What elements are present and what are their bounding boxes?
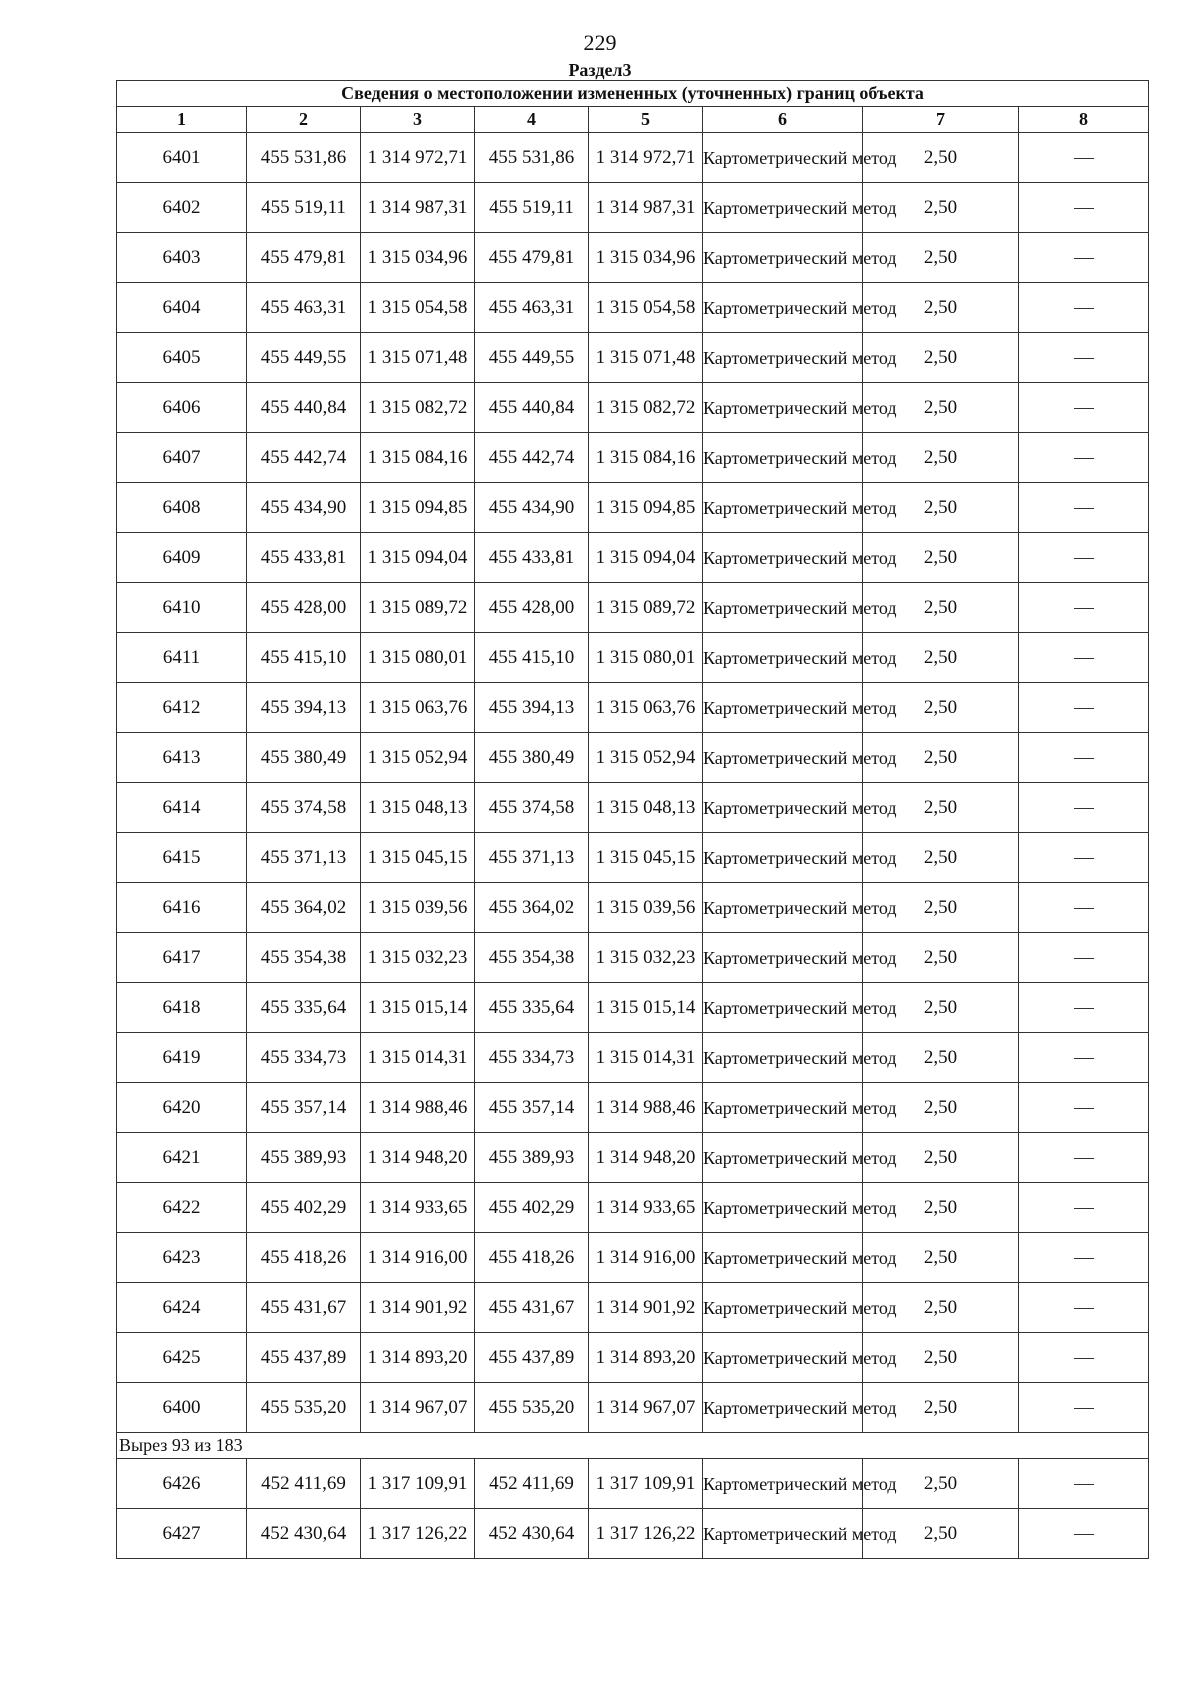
cell-accuracy: 2,50 — [863, 433, 1019, 483]
cell-old-y: 1 315 082,72 — [361, 383, 475, 433]
cell-method: Картометрический метод — [703, 1083, 863, 1133]
cell-point-number: 6401 — [117, 133, 247, 183]
table-row — [117, 733, 1149, 783]
cell-new-x: 455 431,67 — [475, 1283, 589, 1333]
cell-new-y: 1 314 916,00 — [589, 1233, 703, 1283]
dash-mark — [1074, 158, 1094, 159]
cell-accuracy: 2,50 — [863, 1233, 1019, 1283]
cell-point-number: 6418 — [117, 983, 247, 1033]
cell-accuracy: 2,50 — [863, 283, 1019, 333]
cell-accuracy: 2,50 — [863, 1183, 1019, 1233]
cell-new-y: 1 315 032,23 — [589, 933, 703, 983]
cell-point-number: 6422 — [117, 1183, 247, 1233]
cell-old-y: 1 317 126,22 — [361, 1509, 475, 1559]
cell-description — [1019, 983, 1149, 1033]
dash-mark — [1074, 658, 1094, 659]
cell-description — [1019, 533, 1149, 583]
cell-description — [1019, 1133, 1149, 1183]
table-row — [117, 483, 1149, 533]
table-row — [117, 383, 1149, 433]
cell-point-number: 6407 — [117, 433, 247, 483]
table-row — [117, 533, 1149, 583]
dash-mark — [1074, 1358, 1094, 1359]
cell-old-y: 1 314 948,20 — [361, 1133, 475, 1183]
cell-accuracy: 2,50 — [863, 383, 1019, 433]
table-row — [117, 1459, 1149, 1509]
dash-mark — [1074, 958, 1094, 959]
cell-description — [1019, 783, 1149, 833]
cell-old-x: 455 354,38 — [247, 933, 361, 983]
cell-method: Картометрический метод — [703, 233, 863, 283]
cell-old-y: 1 314 987,31 — [361, 183, 475, 233]
column-header: 4 — [475, 107, 589, 133]
cell-method: Картометрический метод — [703, 383, 863, 433]
cell-old-x: 455 428,00 — [247, 583, 361, 633]
cell-old-y: 1 314 916,00 — [361, 1233, 475, 1283]
cell-new-x: 455 463,31 — [475, 283, 589, 333]
cell-point-number: 6415 — [117, 833, 247, 883]
dash-mark — [1074, 1108, 1094, 1109]
dash-mark — [1074, 558, 1094, 559]
cell-accuracy: 2,50 — [863, 683, 1019, 733]
cell-method: Картометрический метод — [703, 483, 863, 533]
cell-old-y: 1 315 094,04 — [361, 533, 475, 583]
cell-old-x: 455 434,90 — [247, 483, 361, 533]
cell-old-x: 455 463,31 — [247, 283, 361, 333]
table-row — [117, 1333, 1149, 1383]
cell-new-x: 455 449,55 — [475, 333, 589, 383]
cell-accuracy: 2,50 — [863, 783, 1019, 833]
cell-point-number: 6421 — [117, 1133, 247, 1183]
cell-new-y: 1 314 988,46 — [589, 1083, 703, 1133]
cell-old-x: 455 335,64 — [247, 983, 361, 1033]
cell-old-y: 1 314 893,20 — [361, 1333, 475, 1383]
cell-point-number: 6419 — [117, 1033, 247, 1083]
cell-old-y: 1 315 089,72 — [361, 583, 475, 633]
cell-new-x: 455 374,58 — [475, 783, 589, 833]
cell-new-y: 1 314 967,07 — [589, 1383, 703, 1433]
cell-description — [1019, 433, 1149, 483]
cell-method: Картометрический метод — [703, 1233, 863, 1283]
table-row — [117, 683, 1149, 733]
cell-new-x: 455 371,13 — [475, 833, 589, 883]
cell-description — [1019, 283, 1149, 333]
cell-point-number: 6409 — [117, 533, 247, 583]
cell-old-x: 455 479,81 — [247, 233, 361, 283]
cell-method: Картометрический метод — [703, 183, 863, 233]
cell-old-x: 455 389,93 — [247, 1133, 361, 1183]
cell-old-y: 1 315 080,01 — [361, 633, 475, 683]
cell-new-x: 455 354,38 — [475, 933, 589, 983]
cell-new-y: 1 314 893,20 — [589, 1333, 703, 1383]
table-caption-row — [117, 81, 1149, 107]
cell-accuracy: 2,50 — [863, 1033, 1019, 1083]
cell-new-x: 455 433,81 — [475, 533, 589, 583]
cell-point-number: 6426 — [117, 1459, 247, 1509]
cell-old-y: 1 315 094,85 — [361, 483, 475, 533]
cell-new-x: 455 415,10 — [475, 633, 589, 683]
cell-old-x: 452 411,69 — [247, 1459, 361, 1509]
table-row — [117, 433, 1149, 483]
table-row — [117, 583, 1149, 633]
dash-mark — [1074, 1534, 1094, 1535]
column-header-row — [117, 107, 1149, 133]
cell-accuracy: 2,50 — [863, 833, 1019, 883]
cell-new-y: 1 315 089,72 — [589, 583, 703, 633]
cell-new-x: 455 364,02 — [475, 883, 589, 933]
cell-method: Картометрический метод — [703, 883, 863, 933]
table-row — [117, 1183, 1149, 1233]
cell-new-y: 1 315 094,85 — [589, 483, 703, 533]
cell-description — [1019, 933, 1149, 983]
cell-accuracy: 2,50 — [863, 1083, 1019, 1133]
column-header: 3 — [361, 107, 475, 133]
cell-description — [1019, 583, 1149, 633]
cell-point-number: 6405 — [117, 333, 247, 383]
dash-mark — [1074, 908, 1094, 909]
cell-new-y: 1 314 972,71 — [589, 133, 703, 183]
cell-description — [1019, 1183, 1149, 1233]
cell-method: Картометрический метод — [703, 683, 863, 733]
cell-point-number: 6425 — [117, 1333, 247, 1383]
dash-mark — [1074, 1158, 1094, 1159]
cell-new-y: 1 314 901,92 — [589, 1283, 703, 1333]
table-row — [117, 783, 1149, 833]
table-row — [117, 333, 1149, 383]
dash-mark — [1074, 608, 1094, 609]
cell-description — [1019, 1283, 1149, 1333]
table-row — [117, 933, 1149, 983]
cell-old-x: 455 431,67 — [247, 1283, 361, 1333]
cell-new-x: 455 428,00 — [475, 583, 589, 633]
cell-method: Картометрический метод — [703, 1333, 863, 1383]
cell-point-number: 6404 — [117, 283, 247, 333]
cell-old-x: 455 535,20 — [247, 1383, 361, 1433]
cell-new-y: 1 315 063,76 — [589, 683, 703, 733]
dash-mark — [1074, 858, 1094, 859]
cell-accuracy: 2,50 — [863, 633, 1019, 683]
table-row — [117, 1383, 1149, 1433]
cell-old-y: 1 315 039,56 — [361, 883, 475, 933]
cell-old-x: 455 364,02 — [247, 883, 361, 933]
dash-mark — [1074, 1258, 1094, 1259]
cell-accuracy: 2,50 — [863, 233, 1019, 283]
cell-new-y: 1 314 987,31 — [589, 183, 703, 233]
cell-method: Картометрический метод — [703, 433, 863, 483]
cell-new-y: 1 315 034,96 — [589, 233, 703, 283]
column-header: 6 — [703, 107, 863, 133]
table-row — [117, 233, 1149, 283]
cell-old-y: 1 315 048,13 — [361, 783, 475, 833]
cell-description — [1019, 1383, 1149, 1433]
cell-old-y: 1 315 032,23 — [361, 933, 475, 983]
table-body — [117, 81, 1149, 1559]
cell-description — [1019, 1083, 1149, 1133]
cell-new-y: 1 315 084,16 — [589, 433, 703, 483]
cell-accuracy: 2,50 — [863, 333, 1019, 383]
cell-old-y: 1 315 063,76 — [361, 683, 475, 733]
coordinates-table — [116, 80, 1149, 1559]
column-header: 2 — [247, 107, 361, 133]
cell-accuracy: 2,50 — [863, 733, 1019, 783]
cell-description — [1019, 1233, 1149, 1283]
section-title: Раздел3 — [568, 60, 632, 80]
cell-old-x: 455 357,14 — [247, 1083, 361, 1133]
cell-new-x: 455 335,64 — [475, 983, 589, 1033]
cell-method: Картометрический метод — [703, 333, 863, 383]
table-row — [117, 633, 1149, 683]
cell-point-number: 6410 — [117, 583, 247, 633]
cell-new-x: 455 334,73 — [475, 1033, 589, 1083]
cell-new-y: 1 315 080,01 — [589, 633, 703, 683]
cell-point-number: 6413 — [117, 733, 247, 783]
cell-old-x: 455 374,58 — [247, 783, 361, 833]
cell-description — [1019, 483, 1149, 533]
cell-description — [1019, 833, 1149, 883]
cell-description — [1019, 883, 1149, 933]
cell-point-number: 6412 — [117, 683, 247, 733]
cell-accuracy: 2,50 — [863, 1283, 1019, 1333]
cell-new-x: 455 434,90 — [475, 483, 589, 533]
dash-mark — [1074, 1058, 1094, 1059]
cell-new-x: 455 418,26 — [475, 1233, 589, 1283]
cell-method: Картометрический метод — [703, 583, 863, 633]
cell-old-y: 1 315 052,94 — [361, 733, 475, 783]
table-row — [117, 1509, 1149, 1559]
cell-point-number: 6427 — [117, 1509, 247, 1559]
cell-method: Картометрический метод — [703, 1509, 863, 1559]
cell-new-x: 455 380,49 — [475, 733, 589, 783]
table-row — [117, 983, 1149, 1033]
cell-description — [1019, 183, 1149, 233]
cell-method: Картометрический метод — [703, 733, 863, 783]
column-header: 5 — [589, 107, 703, 133]
table-row — [117, 1283, 1149, 1333]
cell-accuracy: 2,50 — [863, 1459, 1019, 1509]
cell-method: Картометрический метод — [703, 933, 863, 983]
dash-mark — [1074, 358, 1094, 359]
dash-mark — [1074, 808, 1094, 809]
dash-mark — [1074, 758, 1094, 759]
cell-description — [1019, 333, 1149, 383]
cell-point-number: 6411 — [117, 633, 247, 683]
column-header: 1 — [117, 107, 247, 133]
cell-accuracy: 2,50 — [863, 483, 1019, 533]
cell-old-x: 452 430,64 — [247, 1509, 361, 1559]
cell-old-y: 1 315 045,15 — [361, 833, 475, 883]
cell-point-number: 6402 — [117, 183, 247, 233]
cell-old-y: 1 314 901,92 — [361, 1283, 475, 1333]
cell-old-x: 455 371,13 — [247, 833, 361, 883]
cell-accuracy: 2,50 — [863, 1333, 1019, 1383]
cell-method: Картометрический метод — [703, 1459, 863, 1509]
dash-mark — [1074, 708, 1094, 709]
cell-method: Картометрический метод — [703, 783, 863, 833]
cell-point-number: 6416 — [117, 883, 247, 933]
cell-accuracy: 2,50 — [863, 1509, 1019, 1559]
cell-old-y: 1 314 972,71 — [361, 133, 475, 183]
cell-method: Картометрический метод — [703, 983, 863, 1033]
cell-old-y: 1 315 014,31 — [361, 1033, 475, 1083]
cell-old-y: 1 314 967,07 — [361, 1383, 475, 1433]
cell-old-x: 455 380,49 — [247, 733, 361, 783]
cell-point-number: 6423 — [117, 1233, 247, 1283]
cell-old-y: 1 314 933,65 — [361, 1183, 475, 1233]
subsection-label: Вырез 93 из 183 — [117, 1433, 1149, 1459]
dash-mark — [1074, 408, 1094, 409]
cell-accuracy: 2,50 — [863, 533, 1019, 583]
cell-method: Картометрический метод — [703, 633, 863, 683]
cell-new-x: 455 394,13 — [475, 683, 589, 733]
cell-new-x: 455 437,89 — [475, 1333, 589, 1383]
cell-new-x: 452 411,69 — [475, 1459, 589, 1509]
cell-new-y: 1 315 094,04 — [589, 533, 703, 583]
cell-new-x: 455 531,86 — [475, 133, 589, 183]
cell-new-x: 455 535,20 — [475, 1383, 589, 1433]
cell-point-number: 6417 — [117, 933, 247, 983]
cell-old-y: 1 314 988,46 — [361, 1083, 475, 1133]
cell-old-y: 1 317 109,91 — [361, 1459, 475, 1509]
cell-old-x: 455 449,55 — [247, 333, 361, 383]
cell-accuracy: 2,50 — [863, 883, 1019, 933]
cell-method: Картометрический метод — [703, 833, 863, 883]
subsection-row — [117, 1433, 1149, 1459]
cell-accuracy: 2,50 — [863, 1133, 1019, 1183]
cell-new-x: 455 479,81 — [475, 233, 589, 283]
table-row — [117, 833, 1149, 883]
cell-new-y: 1 315 052,94 — [589, 733, 703, 783]
cell-old-x: 455 519,11 — [247, 183, 361, 233]
cell-new-y: 1 317 126,22 — [589, 1509, 703, 1559]
cell-new-y: 1 317 109,91 — [589, 1459, 703, 1509]
cell-old-x: 455 394,13 — [247, 683, 361, 733]
cell-new-y: 1 314 933,65 — [589, 1183, 703, 1233]
cell-description — [1019, 1509, 1149, 1559]
cell-old-y: 1 315 054,58 — [361, 283, 475, 333]
table-row — [117, 1083, 1149, 1133]
cell-new-y: 1 314 948,20 — [589, 1133, 703, 1183]
cell-new-x: 455 442,74 — [475, 433, 589, 483]
cell-new-x: 455 519,11 — [475, 183, 589, 233]
cell-accuracy: 2,50 — [863, 583, 1019, 633]
cell-method: Картометрический метод — [703, 1133, 863, 1183]
cell-new-y: 1 315 048,13 — [589, 783, 703, 833]
cell-old-x: 455 334,73 — [247, 1033, 361, 1083]
cell-point-number: 6400 — [117, 1383, 247, 1433]
cell-old-x: 455 440,84 — [247, 383, 361, 433]
cell-old-x: 455 437,89 — [247, 1333, 361, 1383]
table-row — [117, 1133, 1149, 1183]
dash-mark — [1074, 508, 1094, 509]
cell-new-y: 1 315 045,15 — [589, 833, 703, 883]
cell-old-y: 1 315 015,14 — [361, 983, 475, 1033]
cell-old-y: 1 315 034,96 — [361, 233, 475, 283]
table-row — [117, 283, 1149, 333]
cell-new-y: 1 315 039,56 — [589, 883, 703, 933]
cell-old-y: 1 315 084,16 — [361, 433, 475, 483]
cell-point-number: 6408 — [117, 483, 247, 533]
table-row — [117, 133, 1149, 183]
cell-old-y: 1 315 071,48 — [361, 333, 475, 383]
cell-old-x: 455 442,74 — [247, 433, 361, 483]
cell-accuracy: 2,50 — [863, 133, 1019, 183]
cell-description — [1019, 1459, 1149, 1509]
cell-point-number: 6414 — [117, 783, 247, 833]
cell-new-y: 1 315 071,48 — [589, 333, 703, 383]
cell-description — [1019, 733, 1149, 783]
cell-old-x: 455 402,29 — [247, 1183, 361, 1233]
cell-new-x: 455 389,93 — [475, 1133, 589, 1183]
cell-new-y: 1 315 082,72 — [589, 383, 703, 433]
cell-method: Картометрический метод — [703, 283, 863, 333]
dash-mark — [1074, 1484, 1094, 1485]
cell-new-y: 1 315 015,14 — [589, 983, 703, 1033]
cell-new-y: 1 315 054,58 — [589, 283, 703, 333]
cell-description — [1019, 633, 1149, 683]
cell-new-y: 1 315 014,31 — [589, 1033, 703, 1083]
dash-mark — [1074, 1408, 1094, 1409]
cell-point-number: 6424 — [117, 1283, 247, 1333]
cell-new-x: 455 440,84 — [475, 383, 589, 433]
dash-mark — [1074, 458, 1094, 459]
cell-method: Картометрический метод — [703, 133, 863, 183]
dash-mark — [1074, 308, 1094, 309]
table-row — [117, 1233, 1149, 1283]
dash-mark — [1074, 258, 1094, 259]
cell-description — [1019, 233, 1149, 283]
cell-method: Картометрический метод — [703, 1033, 863, 1083]
cell-method: Картометрический метод — [703, 1383, 863, 1433]
cell-method: Картометрический метод — [703, 1283, 863, 1333]
cell-new-x: 455 402,29 — [475, 1183, 589, 1233]
cell-description — [1019, 1333, 1149, 1383]
cell-old-x: 455 418,26 — [247, 1233, 361, 1283]
table-caption: Сведения о местоположении измененных (уточненных) границ объекта — [117, 81, 1149, 107]
column-header: 7 — [863, 107, 1019, 133]
page-number: 229 — [583, 30, 617, 55]
cell-point-number: 6420 — [117, 1083, 247, 1133]
cell-old-x: 455 531,86 — [247, 133, 361, 183]
dash-mark — [1074, 1008, 1094, 1009]
cell-description — [1019, 133, 1149, 183]
cell-description — [1019, 383, 1149, 433]
column-header: 8 — [1019, 107, 1149, 133]
cell-accuracy: 2,50 — [863, 183, 1019, 233]
cell-method: Картометрический метод — [703, 1183, 863, 1233]
cell-old-x: 455 433,81 — [247, 533, 361, 583]
dash-mark — [1074, 1308, 1094, 1309]
table-row — [117, 1033, 1149, 1083]
cell-description — [1019, 683, 1149, 733]
dash-mark — [1074, 208, 1094, 209]
cell-method: Картометрический метод — [703, 533, 863, 583]
cell-new-x: 452 430,64 — [475, 1509, 589, 1559]
cell-accuracy: 2,50 — [863, 1383, 1019, 1433]
cell-accuracy: 2,50 — [863, 933, 1019, 983]
table-row — [117, 883, 1149, 933]
cell-point-number: 6403 — [117, 233, 247, 283]
cell-description — [1019, 1033, 1149, 1083]
cell-new-x: 455 357,14 — [475, 1083, 589, 1133]
table-row — [117, 183, 1149, 233]
cell-accuracy: 2,50 — [863, 983, 1019, 1033]
dash-mark — [1074, 1208, 1094, 1209]
cell-old-x: 455 415,10 — [247, 633, 361, 683]
cell-point-number: 6406 — [117, 383, 247, 433]
